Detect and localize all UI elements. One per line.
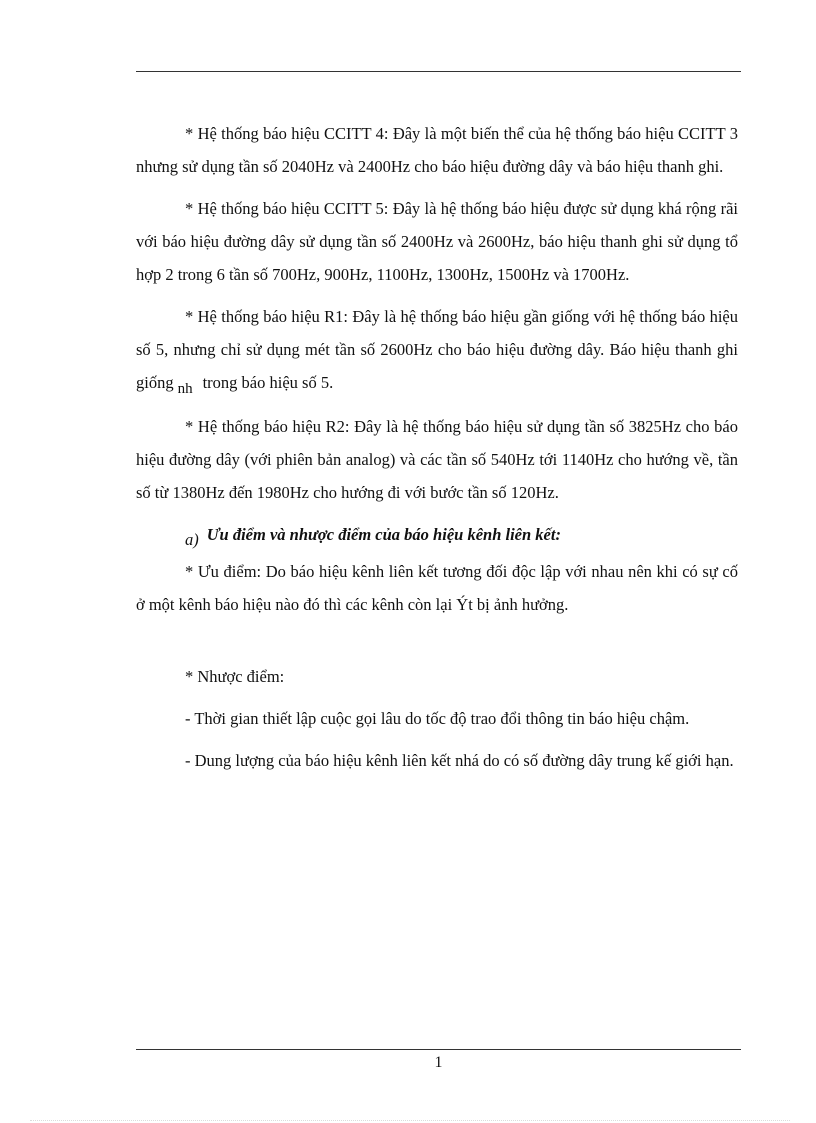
header-rule <box>136 71 741 72</box>
disadvantage-item-1: - Thời gian thiết lập cuộc gọi lâu do tốc độ trao đổi thông tin báo hiệu chậm. <box>185 709 690 728</box>
paragraph-disadvantages-label: * Nhược điểm: <box>185 667 285 686</box>
paragraph-r1-subscript: nh <box>177 381 193 397</box>
footer-rule <box>136 1049 741 1050</box>
paragraph-ccitt4: * Hệ thống báo hiệu CCITT 4: Đây là một biến thể của hệ thống báo hiệu CCITT 3 nhưng sử dụng tần số 2040Hz và 2400Hz cho báo hiệu đường dây và báo hiệu thanh ghi. <box>136 124 738 176</box>
paragraph-r1-text-end: trong báo hiệu số 5. <box>202 373 334 392</box>
section-heading <box>136 518 738 551</box>
page-body <box>136 117 738 786</box>
paragraph-r1-text: * Hệ thống báo hiệu R1: Đây là hệ thống báo hiệu gần giống với hệ thống báo hiệu số 5, nhưng chỉ sử dụng mét tần số 2600Hz cho báo hiệu đường dây. Báo hiệu thanh ghi giống <box>136 307 738 392</box>
section-heading-text: Ưu điểm và nhược điểm của báo hiệu kênh liên kết: <box>206 525 561 544</box>
paragraph-r2: * Hệ thống báo hiệu R2: Đây là hệ thống báo hiệu sử dụng tần số 3825Hz cho báo hiệu đường dây (với phiên bản analog) và các tần số 540Hz tới 1140Hz cho hướng về, tần số từ 1380Hz đến 1980Hz cho hướng đi với bước tần số 120Hz. <box>136 417 738 502</box>
page-bottom-border <box>30 1120 790 1121</box>
paragraph-r1 <box>136 300 738 401</box>
paragraph-advantages: * Ưu điểm: Do báo hiệu kênh liên kết tương đối độc lập với nhau nên khi có sự cố ở một kênh báo hiệu nào đó thì các kênh còn lại Ýt bị ảnh hưởng. <box>136 562 738 614</box>
blank-line <box>136 630 738 660</box>
disadvantage-item-2: - Dung lượng của báo hiệu kênh liên kết nhá do có số đường dây trung kế giới hạn. <box>185 751 734 770</box>
section-heading-marker: a) <box>185 530 199 549</box>
paragraph-ccitt5: * Hệ thống báo hiệu CCITT 5: Đây là hệ thống báo hiệu được sử dụng khá rộng rãi với báo hiệu đường dây sử dụng tần số 2400Hz và 2600Hz, báo hiệu thanh ghi sử dụng tổ hợp 2 trong 6 tần số 700Hz, 900Hz, 1100Hz, 1300Hz, 1500Hz và 1700Hz. <box>136 199 738 284</box>
page-number: 1 <box>434 1054 443 1071</box>
